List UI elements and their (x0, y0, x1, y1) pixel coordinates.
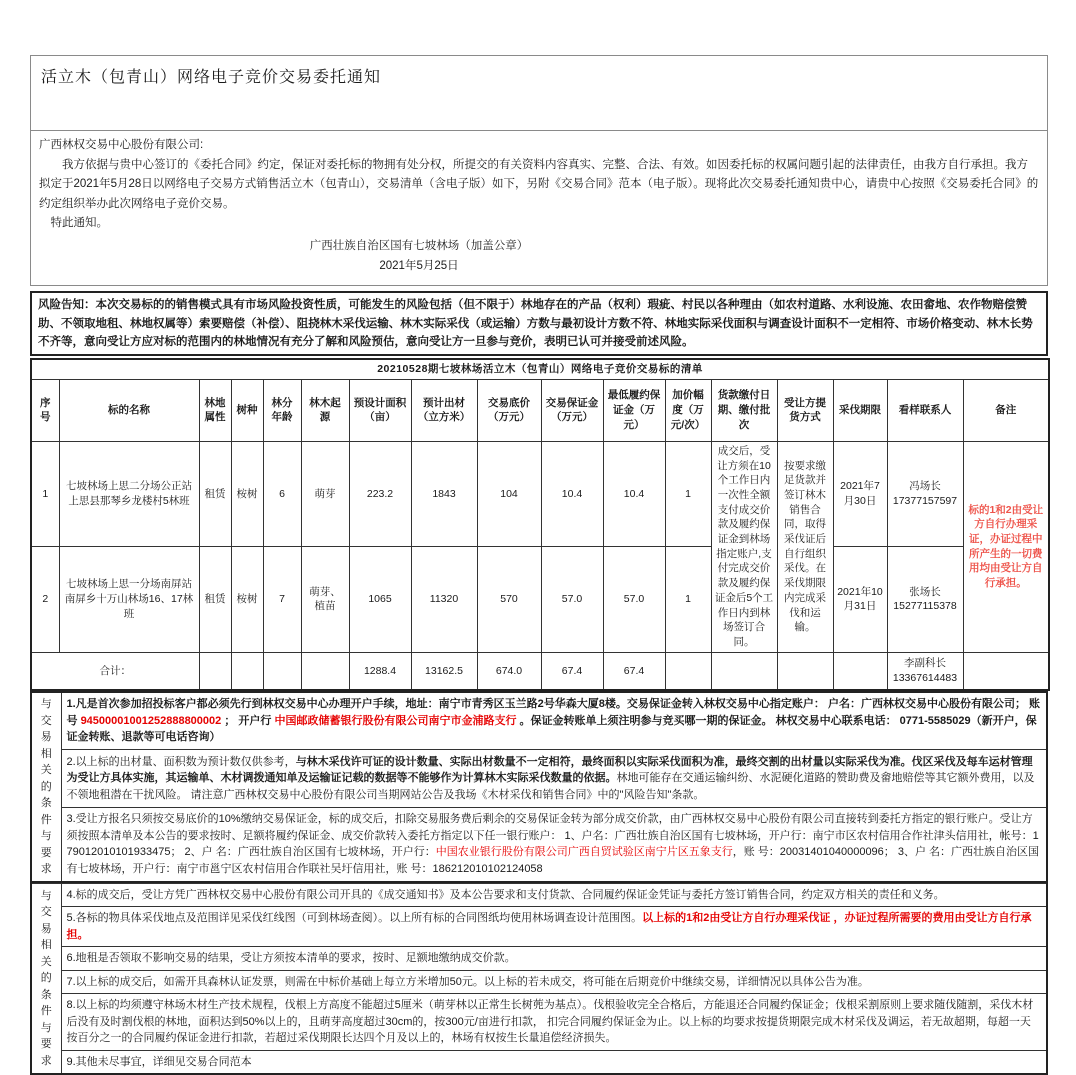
signature-block (39, 236, 799, 277)
lot-row-2 (31, 547, 1049, 652)
lot-total-row (31, 652, 1049, 690)
lot1-contact-name: 冯场长 (909, 480, 941, 493)
header-contact: 看样联系人 (887, 379, 963, 441)
lot2-name: 七坡林场上思一分场南屏站南屏乡十万山林场16、17林班 (59, 547, 199, 652)
header-seq: 序号 (31, 379, 59, 441)
condition-row-2 (31, 750, 1047, 807)
lot1-area: 223.2 (349, 441, 411, 546)
lot1-base-price: 104 (477, 441, 541, 546)
notice-closing: 特此通知。 (50, 217, 108, 230)
total-delivery (777, 652, 833, 690)
lot2-seq: 2 (31, 547, 59, 652)
lot2-increment: 1 (665, 547, 711, 652)
condition-item-3: 3.受让方报名只须按交易底价的10%缴纳交易保证金，标的成交后，扣除交易服务费后剩余的交易保证金转为部分成交价款，由广西林权交易中心股份有限公司直接转到委托方指定的银行账户。受让方须按照本清单及本公告的要求按时、足额将履约保证金、成交价款转入委托方指定以下任一银行账户： 1、户名：广西壮族自治区国有七坡林场，开户行：南宁市区农村信用合作社津头信用社，帐号：179012010101933475； 2、户 名：广西壮族自治区国有七坡林场，开户行：中国农业银行股份有限公司广西自贸试验区南宁片区五象支行，账 号：20031401040000096； 3、户 名：广西壮族自治区国有七坡林场，开户行：南宁市邕宁区农村信用合作联社吴圩信用社，账 号：186212010102124058 (61, 807, 1047, 882)
header-name: 标的名称 (59, 379, 199, 441)
lot2-contact (887, 547, 963, 652)
header-volume: 预计出材（立方米） (411, 379, 477, 441)
condition-item-6: 6.地租是否领取不影响交易的结果，受让方须按本清单的要求，按时、足额地缴纳成交价款。 (61, 947, 1047, 971)
header-remark: 备注 (963, 379, 1049, 441)
total-species (231, 652, 263, 690)
total-label: 合计： (31, 652, 199, 690)
conditions-group-1 (30, 691, 1048, 883)
remark-cell: 标的1和2由受让方自行办理采证，办证过程中所产生的一切费用均由受让方自行承担。 (963, 441, 1049, 652)
lot-table-title: 20210528期七坡林场活立木（包青山）网络电子竞价交易标的清单 (31, 359, 1049, 379)
lot-table-title-row (31, 359, 1049, 379)
lot1-age: 6 (263, 441, 301, 546)
condition-item-2: 2.以上标的出材量、面积数为预计数仅供参考，与林木采伐许可证的设计数量、实际出材数量不一定相符，最终面积以实际采伐面积为准，最终交割的出材量以实际采伐为准。伐区采伐及每车运材管理为受让方具体实施，其运输单、木材调拨通知单及运输证记载的数据等不能够作为计算林木实际采伐数量的依据。林地可能存在交通运输纠纷、水泥硬化道路的赞助费及畲地赔偿等其它额外费用，以及不领地租潜在干扰风险。 请注意广西林权交易中心股份有限公司当期网站公告及我场《木材采伐和销售合同》中的"风险告知"条款。 (61, 750, 1047, 807)
condition-row-3 (31, 807, 1047, 882)
total-deposit: 67.4 (541, 652, 603, 690)
lot2-land-attr: 租赁 (199, 547, 231, 652)
condition-row-1 (31, 692, 1047, 750)
conditions-group-2 (30, 883, 1048, 1075)
lot2-age: 7 (263, 547, 301, 652)
condition-row-8 (31, 994, 1047, 1051)
lot1-seq: 1 (31, 441, 59, 546)
lot1-deposit: 10.4 (541, 441, 603, 546)
total-remark (963, 652, 1049, 690)
header-species: 树种 (231, 379, 263, 441)
lot-row-1 (31, 441, 1049, 546)
delivery-method-cell: 按要求缴足货款并签订林木销售合同，取得采伐证后自行组织采伐。在采伐期限内完成采伐和运输。 (777, 441, 833, 652)
header-increment: 加价幅度（万元/次） (665, 379, 711, 441)
header-land-attr: 林地属性 (199, 379, 231, 441)
total-deadline (833, 652, 887, 690)
notice-letter (30, 131, 1048, 286)
total-base-price: 674.0 (477, 652, 541, 690)
lot2-base-price: 570 (477, 547, 541, 652)
condition-item-1: 1.凡是首次参加招投标客户都必须先行到林权交易中心办理开户手续，地址：南宁市青秀区玉兰路2号华森大厦8楼。交易保证金转入林权交易中心指定账户： 户名：广西林权交易中心股份有限公司； 账号 94500001001252888800002 ； 开户行 中国邮政储蓄银行股份有限公司南宁市金浦路支行 。保证金转账单上须注明参与竞买哪一期的保证金。 林权交易中心联系电话： 0771-5585029（新开户，保证金转账、退款等可电话咨询） (61, 692, 1047, 750)
notice-body: 我方依据与贵中心签订的《委托合同》约定，保证对委托标的物拥有处分权，所提交的有关资料内容真实、完整、合法、有效。如因委托标的权属问题引起的法律责任，由我方自行承担。我方拟定于2021年5月28日以网络电子交易方式销售活立木（包青山），交易清单（含电子版）如下，另附《交易合同》范本（电子版）。现将此次交易委托通知贵中心，请贵中心按照《交易委托合同》的约定组织举办此次网络电子竞价交易。 (39, 158, 1039, 210)
payment-terms-cell: 成交后，受让方须在10个工作日内一次性全额支付成交价款及履约保证金到林场指定账户,支付完成交价款及履约保证金后5个工作日内到林场签订合同。 (711, 441, 777, 652)
lot1-species: 桉树 (231, 441, 263, 546)
header-min-perf-deposit: 最低履约保证金（万元） (603, 379, 665, 441)
lot1-contact (887, 441, 963, 546)
lot2-volume: 11320 (411, 547, 477, 652)
lot-table-header-row (31, 379, 1049, 441)
total-volume: 13162.5 (411, 652, 477, 690)
header-harvest-deadline: 采伐期限 (833, 379, 887, 441)
conditions-side-label-1: 与交易相关的条件与要求 (31, 692, 61, 882)
lot2-contact-phone: 15277115378 (893, 600, 957, 613)
header-deposit: 交易保证金（万元） (541, 379, 603, 441)
total-age (263, 652, 301, 690)
risk-notice-text: 风险告知：本次交易标的的销售模式具有市场风险投资性质，可能发生的风险包括（但不限于）林地存在的产品（权利）瑕疵、村民以各种理由（如农村道路、水利设施、农田畲地、农作物赔偿赞助、不领取地租、林地权属等）索要赔偿（补偿）、阻挠林木采伐运输、林木实际采伐（或运输）方数与最初设计方数不符、林地实际采伐面积与调查设计面积不一定相符、市场价格变动、林木长势不齐等，意向受让方应对标的范围内的林地情况有充分了解和风险预估，意向受让方一旦参与竞价，表明已认可并接受前述风险。 (38, 299, 1033, 348)
condition-item-8: 8.以上标的均须遵守林场木材生产技术规程，伐根上方高度不能超过5厘米（萌芽林以正常生长树蔸为基点）。伐根验收完全合格后，方能退还合同履约保证金；伐根采割原则上要求随伐随割，采伐木材后没有及时割伐根的林地，面积达到50%以上的，且萌芽高度超过30cm的，按300元/亩进行扣款， 扣完合同履约保证金为止。以上标的均要求按提货期限完成木材采伐及调运，若无故超期，每超一天按百分之一的合同履约保证金进行扣款，若超过采伐期限长达四个月及以上的，林场有权按生长量追偿经济损失。 (61, 994, 1047, 1051)
condition-item-9: 9.其他未尽事宜，详细见交易合同范本 (61, 1050, 1047, 1074)
lot2-contact-name: 张场长 (909, 585, 941, 598)
header-area: 预设计面积（亩） (349, 379, 411, 441)
total-contact-phone: 13367614483 (892, 671, 958, 684)
lot1-volume: 1843 (411, 441, 477, 546)
total-contact (887, 652, 963, 690)
condition-item-7: 7.以上标的成交后，如需开具森林认证发票，则需在中标价基础上每立方米增加50元。以上标的若未成交，将可能在后期竞价中继续交易，详细情况以具体公告为准。 (61, 970, 1047, 994)
condition-item-4: 4.标的成交后，受让方凭广西林权交易中心股份有限公司开具的《成交通知书》及本公告要求和支付货款、合同履约保证金凭证与委托方签订销售合同，约定双方相关的责任和义务。 (61, 883, 1047, 907)
header-base-price: 交易底价（万元） (477, 379, 541, 441)
lot2-area: 1065 (349, 547, 411, 652)
conditions-side-label-2: 与交易相关的条件与要求 (31, 883, 61, 1074)
lot2-species: 桉树 (231, 547, 263, 652)
risk-notice (30, 291, 1048, 356)
condition-row-7 (31, 970, 1047, 994)
total-contact-name: 李副科长 (904, 657, 946, 670)
header-age: 林分年龄 (263, 379, 301, 441)
total-land-attr (199, 652, 231, 690)
condition-item-5: 5.各标的物具体采伐地点及范围详见采伐红线图（可到林场查阅）。以上所有标的合同图纸均使用林场调查设计范围图。以上标的1和2由受让方自行办理采伐证 ，办证过程所需要的费用由受让方自行承担。 (61, 907, 1047, 947)
lot2-min-perf-deposit: 57.0 (603, 547, 665, 652)
lot-table (30, 358, 1050, 691)
notice-salutation: 广西林权交易中心股份有限公司: (39, 139, 204, 151)
header-origin: 林木起源 (301, 379, 349, 441)
lot2-harvest-deadline: 2021年10月31日 (833, 547, 887, 652)
condition-row-9 (31, 1050, 1047, 1074)
total-min-perf-deposit: 67.4 (603, 652, 665, 690)
lot1-land-attr: 租赁 (199, 441, 231, 546)
lot1-origin: 萌芽 (301, 441, 349, 546)
signature-date: 2021年5月25日 (379, 260, 459, 273)
total-origin (301, 652, 349, 690)
lot1-min-perf-deposit: 10.4 (603, 441, 665, 546)
document-title-box (30, 55, 1048, 131)
lot2-deposit: 57.0 (541, 547, 603, 652)
condition-row-4 (31, 883, 1047, 907)
total-increment (665, 652, 711, 690)
header-payment-terms: 货款缴付日期、缴付批次 (711, 379, 777, 441)
total-area: 1288.4 (349, 652, 411, 690)
signature-org: 广西壮族自治区国有七坡林场（加盖公章） (309, 239, 529, 252)
condition-row-6 (31, 947, 1047, 971)
document-page (30, 55, 1048, 1075)
lot1-contact-phone: 17377157597 (892, 495, 958, 508)
header-delivery-method: 受让方提货方式 (777, 379, 833, 441)
total-payment (711, 652, 777, 690)
lot1-increment: 1 (665, 441, 711, 546)
lot1-harvest-deadline: 2021年7月30日 (833, 441, 887, 546)
lot2-origin: 萌芽、植苗 (301, 547, 349, 652)
lot1-name: 七坡林场上思二分场公正站上思县那琴乡龙楼村5林班 (59, 441, 199, 546)
condition-row-5 (31, 907, 1047, 947)
document-title: 活立木（包青山）网络电子竞价交易委托通知 (41, 69, 382, 86)
